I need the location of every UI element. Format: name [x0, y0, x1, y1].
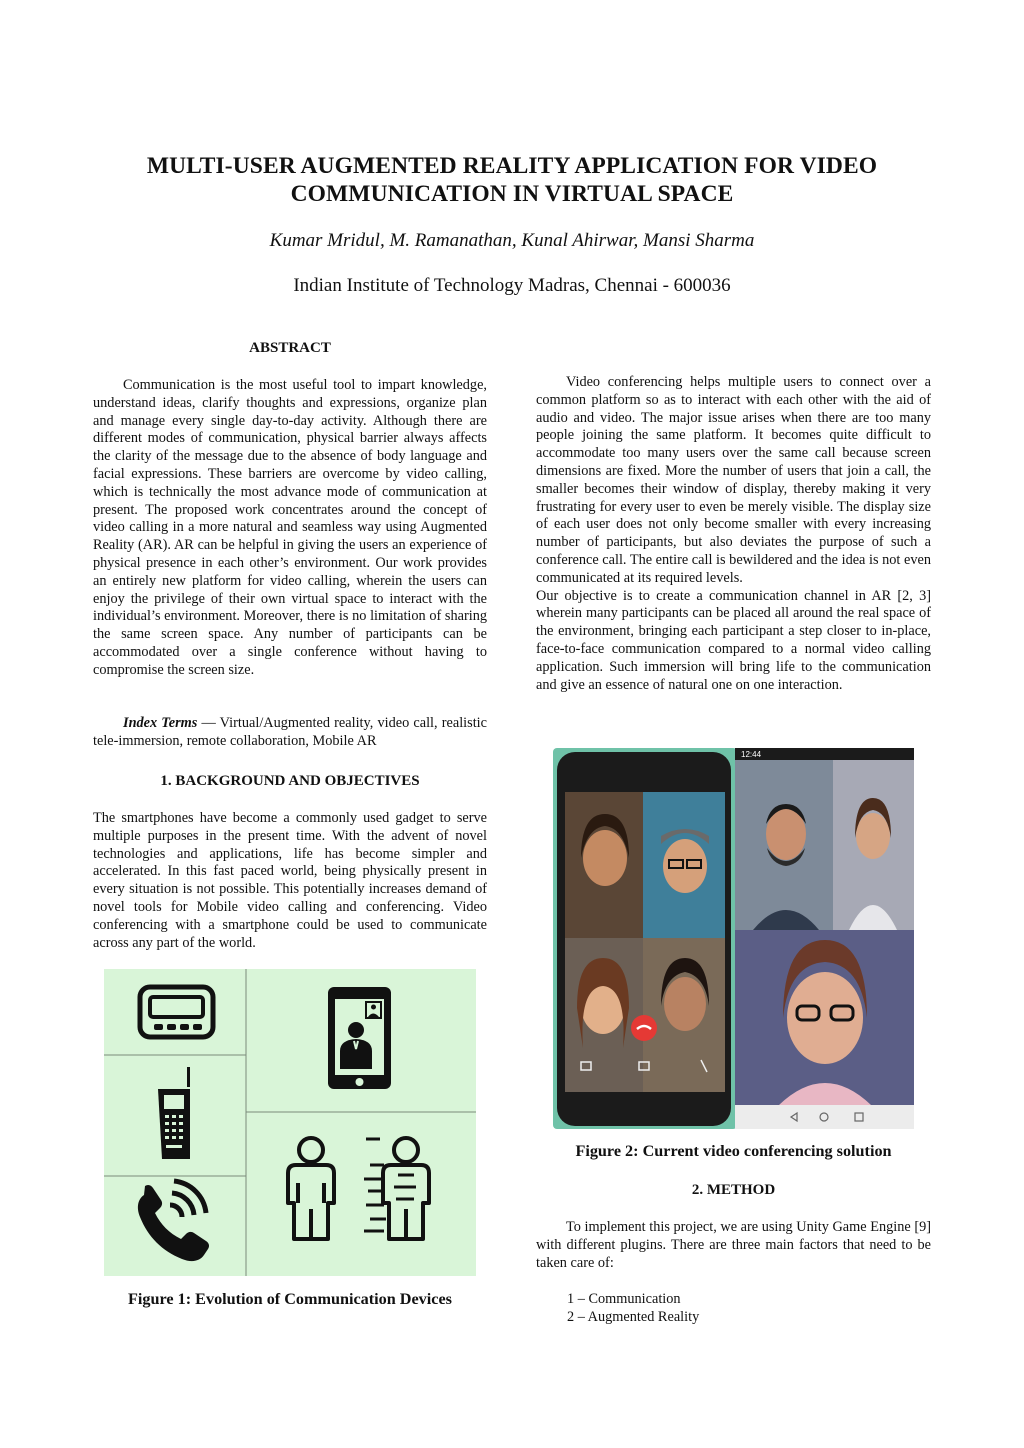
phone-device-left [553, 748, 737, 1129]
section1-continued [536, 374, 931, 694]
section2-para1-block [536, 1219, 931, 1272]
figure2-image [553, 748, 914, 1129]
hologram-person-icon [364, 1138, 429, 1239]
figure2-drawing [553, 748, 914, 1129]
figure1-caption: Figure 1: Evolution of Communication Devices [128, 1290, 452, 1308]
affiliation: Indian Institute of Technology Madras, Chennai - 600036 [293, 275, 731, 296]
list-item: 2 – Augmented Reality [567, 1308, 700, 1325]
figure1-image [104, 969, 476, 1276]
section1-heading [93, 772, 487, 790]
section1-para1: The smartphones have become a commonly used gadget to serve multiple purposes in the present time. With the advent of novel technologies and applications, life has become simpler and accelerated. In this fast paced world, being physically present in every situation is not possible. This potentially increases demand of novel tools for Mobile video calling and conferencing. Video conferencing with a smartphone could be used to communicate across any part of the world. [93, 810, 487, 951]
phone-screen-right [735, 748, 914, 1129]
index-terms-label: Index Terms [123, 715, 198, 731]
section2-list [567, 1291, 931, 1327]
status-bar-time: 12:44 [741, 750, 762, 759]
abstract-heading-text: ABSTRACT [249, 340, 331, 356]
authors: Kumar Mridul, M. Ramanathan, Kunal Ahirwar, Mansi Sharma [269, 230, 755, 251]
section2-para1: To implement this project, we are using Unity Game Engine [9] with different plugins. There are three main factors that need to be taken care of: [536, 1219, 931, 1271]
abstract-text: Communication is the most useful tool to impart knowledge, understand ideas, clarify thoughts and expressions, organize plan and manage every single day-to-day activity. Although there are different modes of communication, physical barrier always affects the clarity of the message due to the absence of body language and facial expressions. These barriers are overcome by video calling, which is technically the most advance mode of communication at present. The proposed work concentrates around the concept of video calling in a more natural and seamless way using Augmented Reality (AR). AR can be helpful in giving the users an experience of physical presence in each other’s environment. Our work provides an entirely new platform for video calling, wherein the users can enjoy the privilege of their own virtual space to interact with the individual’s environment. Moreover, there is no limitation of sharing the same screen space. Any number of participants can be accommodated over a single conference without having to compromise the screen size. [93, 377, 487, 678]
index-terms-paragraph [93, 715, 487, 751]
figure1-caption-block [93, 1289, 487, 1309]
figure2-caption: Figure 2: Current video conferencing solution [575, 1142, 892, 1160]
figure1-drawing [104, 969, 476, 1276]
index-terms-text: — Virtual/Augmented reality, video call, realistic tele-immersion, remote collaboration, Mobile AR [93, 715, 487, 749]
list-item: 1 – Communication [567, 1291, 681, 1307]
person-outline-icon [288, 1138, 334, 1239]
title-line-2: COMMUNICATION IN VIRTUAL SPACE [290, 181, 734, 207]
section1-para1-block [93, 810, 487, 952]
pager-icon [140, 987, 213, 1037]
section1-para3: Our objective is to create a communication channel in AR [2, 3] wherein many participants can be placed all around the real space of the environment, bringing each participant a step closer to in-place, face-to-face communication compared to a normal video calling application. Such immersion will bring life to the communication and give an essence of natural one on one interaction. [536, 587, 931, 693]
index-terms [93, 715, 487, 751]
end-call-icon [631, 1015, 657, 1041]
figure2-caption-block [536, 1141, 931, 1161]
section1-para2: Video conferencing helps multiple users to connect over a common platform so as to interact with each other with the aid of audio and video. The major issue arises when there are too many people joining the same platform. It becomes quite difficult to accommodate too many users over the same call because screen dimensions are fixed. More the number of users that join a call, the smaller becomes their window of display, thereby making it very frustrating for every user to even be merely visible. The display size of each user does not only become smaller with every increasing number of participants, but also deviates the purpose of such a conference call. The entire call is bewildered and the idea is not even communicated at its required levels. [536, 374, 931, 586]
smartphone-video-call-icon [328, 987, 391, 1089]
section2-heading [536, 1181, 931, 1199]
section2-heading-text: 2. METHOD [691, 1182, 776, 1198]
abstract-section [93, 377, 487, 680]
abstract-heading [93, 339, 487, 357]
section1-heading-text: 1. BACKGROUND AND OBJECTIVES [160, 773, 420, 789]
phone-ringing-icon [138, 1181, 209, 1261]
brick-phone-icon [158, 1067, 190, 1159]
title-line-1: MULTI-USER AUGMENTED REALITY APPLICATION FOR VIDEO [146, 153, 878, 179]
paper-title [100, 152, 924, 208]
